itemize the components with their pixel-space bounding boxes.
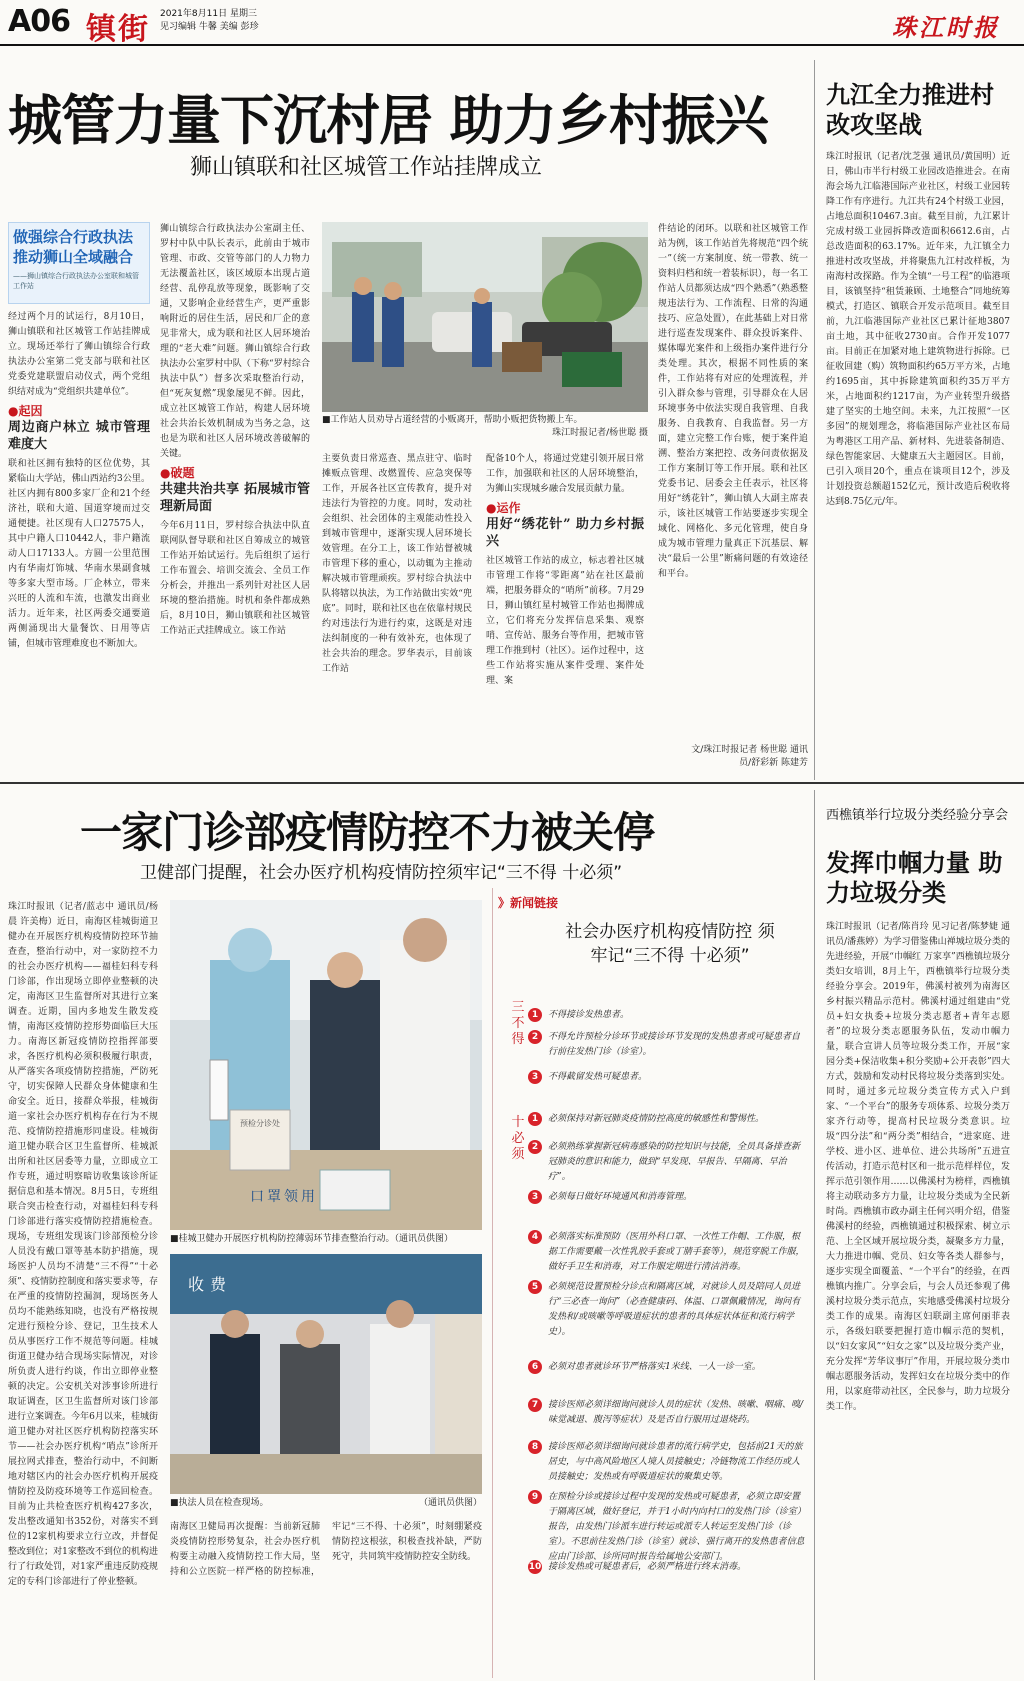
section-title: 镇街 bbox=[86, 12, 150, 47]
item-text: 必须规范设置预检分诊点和隔离区域，对就诊人员及陪同人员进行“三必查一询问”（必查健康码、体温、口罩佩戴情况，询问有发热和/或咳嗽等呼吸道症状的患者的具体症状体征和流行病学史）。 bbox=[548, 1282, 801, 1337]
group-label-three-musnt: 三不得 bbox=[511, 1000, 525, 1047]
story2-column-2: 南海区卫健局再次提醒：当前新冠肺炎疫情防控形势复杂，社会办医疗机构要主动融入疫情防控工作大局，坚持和公立医院一样严格的防控标准，牢记“三不得、十必须”，时刻绷紧疫情防控这根弦，积极查找补缺，严防死守，共同筑牢疫情防控安全防线。 bbox=[170, 1522, 482, 1577]
story2-photo-2 bbox=[170, 1254, 482, 1494]
item-text: 接诊医师必须详细询问就诊患者的流行病学史，包括前21天的旅居史，与中高风险地区人境人员接触史；冷链物流工作经历或人员接触史；发热或有呼吸道症状的聚集史等。 bbox=[548, 1442, 803, 1482]
news-link-item bbox=[531, 1280, 808, 1340]
story1-column-2 bbox=[160, 222, 310, 772]
news-link-item bbox=[531, 1140, 808, 1185]
story1-column-5 bbox=[658, 222, 808, 742]
item-number-badge: 8 bbox=[528, 1440, 542, 1454]
paper-logo: 珠江时报 bbox=[892, 13, 1000, 42]
story2-photo-1 bbox=[170, 900, 482, 1230]
story2-photo-2-caption-text: ■执法人员在检查现场。 bbox=[170, 1498, 269, 1508]
right-story1-body: 珠江时报讯（记者/沈芝强 通讯员/黄国明）近日，佛山市半行村级工业园改造推进会。在南海会场九江临港国际产业社区，村级工业园转降工作有序进行。九江共有24个村级工业园，占地总面积10467.3亩。截至目前，九江累计完成村级工业园拆降改造面积6612.6亩，占总改造面积的63.17%。近年来，九江镇全力推进村改攻坚战，并将聚焦九江村改样板，为南海村改探路。作为全镇“一号工程”的临港项目，该镇坚持“租赁兼顾、土地整合”同地统筹模式，打造区、镇联合开发示范项目。截至目前，九江临港国际产业社区已累计征地3807亩土地，其中征收2730亩。合作开发1077亩。目前正在加紧对地上建筑物进行拆除。已征收回建（购）筑物面积约65万平方米，占地约1695亩，其中拆除建筑面积约35万平方米，占地面积约1217亩，为产业转型升级搭建了坚实的土地空间。未来，九江按照“一区多园”的规划理念，将临港国际产业社区布局为粤港区工用产品、新材料、先进装备制造、绿色智能家居、大健康五大主题园区。目前，已引入项目20个，重点在谈项目12个，涉及计划投资总额超152亿元，预计改造后税收将达到8.75亿元/年。 bbox=[826, 152, 1010, 507]
item-text: 必须每日做好环境通风和消毒管理。 bbox=[548, 1192, 693, 1202]
news-link-item bbox=[531, 1490, 808, 1565]
masthead bbox=[0, 0, 1024, 46]
issue-date: 2021年8月11日 星期三 bbox=[160, 9, 257, 19]
story2-photo-2-caption bbox=[170, 1497, 482, 1510]
story1-headline: 城管力量下沉村居 助力乡村振兴 bbox=[8, 89, 768, 152]
right-story2-headline: 发挥巾帼力量 助力垃圾分类 bbox=[826, 849, 1003, 907]
item-text: 必须落实标准预防（医用外科口罩、一次性工作帽、工作服，根据工作需要戴一次性乳胶手套或丁腈手套等），规范穿脱工作服，做好手卫生和消毒，对工作服定期进行清洁消毒。 bbox=[548, 1232, 805, 1272]
cashier-sign: 收费 bbox=[188, 1275, 233, 1294]
story1-tag-solution: ●破题 bbox=[160, 466, 195, 480]
story1-body-1: 联和社区拥有独特的区位优势，其紧临山大学站，佛山西站约3公里。社区内拥有800多家厂企和21个经济社，联和大道、国道穿境而过交通便捷。社区现有人口27575人，其中户籍人口10442人，非户籍流动人口17133人。方圆一公里范围内有华南灯饰城、华南水果副食城等多家大型市场。厂企林立，带来兴旺的人流和车流，也激发出商业活力。近年来，社区两委交通要道两侧涌现出大量餐饮、日用等店铺，但城市管理难度也不断加大。 bbox=[8, 459, 150, 649]
story1-body-4: 主要负责日常巡查、黑点驻守、临时摊贩点管理、改燃置传、应急突保等工作，开展各社区宣传教育，提升对违法行为管控的力度。同时，发动社会组织、社会团体的主观能动性投入到城市管理中，逐渐实现人居环境长效管理。在分工上，该工作站督被城市管理下移的重心，以动辄为主推动解决城市管理顽疾。罗村综合执法中队将辖以执法，为工作站做出实效“兜底”。同时，联和社区也在依靠村规民约对违法行为进行约束，这既是对违法纠制度的一种有效补充，也体现了社会共治的理念。罗华表示，目前该工作站 bbox=[322, 454, 472, 674]
story2-column-1: 珠江时报讯（记者/蓝志中 通讯员/杨晨 许美梅）近日，南海区桂城街道卫健办在开展医疗机构疫情防控环节抽查查，整治行动中，对一家防控不力的社会办医疗机构——福桂妇科专科门诊部，作出现场立即停业整顿的决定，南海区卫生监督所对其进行立案调查。近期，国内多地发生散发疫情，南海区疫情防控形势面临巨大压力。南海区新冠疫情防控指挥部要求，各医疗机构必须积极履行职责，从严落实各项疫情防控措施，严防死守，切实保障人民群众身体健康和生命安全。近日，接群众举报，桂城街道一家社会办医疗机构存在行为不规范、疫情防控措施形同虚设。桂城街道卫健办联合区卫生监督所、桂城派出所和社区居委等力量，立即成立工作专班，通过明察暗访收集该诊所证据信息和基本情况。8月5日，专班组联合突击检查行动，对福桂妇科专科门诊部进行落实疫情防控措施检查。现场，专班组发现该门诊部预检分诊人员没有戴口罩等基本防护措施，现场医护人员均不清楚“三不得”“十必须”、疫情防控制度和落实要求等，存在严重的疫情防控漏洞，现场医务人员均不能熟练知晓，也没有严格按规定进行预检分诊、登记，卫生技术人员从事医疗工作不规范等问题。桂城街道卫健办结合现场实际情况，对诊所负责人进行约谈，作出立即停业整顿的决定。公安机关对涉事诊所进行取证调查，区卫生监督所对该门诊部进行立案调查。今年6月以来，桂城街道卫健办对社区医疗机构防控落实环节——社会办医疗机构“哨点”诊所开展拉网式排查，整治行动中，不间断地对辖区内的社会办医疗机构开展疫情防控及防疫环境等工作巡回检查。目前为止共检查医疗机构427多次，发出整改通知书352份，对落实不到位的12家机构要求立行立改，并督促整改到位；对1家整改不到位的机构进行了行政处罚，对1家严重违反防疫规定的专科门诊部进行了停业整顿。 bbox=[8, 902, 158, 1587]
item-text: 接诊医师必须详细询问就诊人员的症状（发热、咳嗽、咽痛、嗅/味觉减退、腹泻等症状）及是否自行服用过退烧药。 bbox=[548, 1400, 804, 1425]
item-number-badge: 5 bbox=[528, 1280, 542, 1294]
story1-subhead-2: 共建共治共享 拓展城市管理新局面 bbox=[160, 482, 310, 514]
item-number-badge: 1 bbox=[528, 1008, 542, 1022]
right-story1-headline: 九江全力推进村改攻坚战 bbox=[826, 81, 994, 139]
news-link-item bbox=[531, 1230, 808, 1275]
story1-body-7: 件结论的闭环。以联和社区城管工作站为例，该工作站首先将规范“四个统一”（统一方案制度、统一带教、统一资料归档和统一着装标识），每一名工作站人员都须达成“四个熟悉”（熟悉整规违法行为、工作流程、日常的沟通技巧、应急处置），在此基础上对日常进行巡查发现案件、群众投诉案件、媒体曝光案件和上级指办案件进行分类处理。其次，根据不同性质的案件，工作站将有对应的处理流程，并引入群众参与管理，引导群众在人居环境事务中依法实现自我管理、自我服务、自我教育、自我监督。另一方面，建立完整工作台账，便于案件追溯、整治方案把控、改务问责依据及工作方案制订等工作开展。联和社区党委书记、居委会主任表示，社区将用好“绣花针”，狮山镇人大副主席表示，该社区城管工作站要逐步实现全域化、网格化、多元化管理，使自身成为城市管理力量真正下沉基层、解决“最后一公里”断痛问题的有效途径和平台。 bbox=[658, 224, 808, 579]
story1-body-6: 社区城管工作站的成立，标志着社区城市管理工作将“零距离”站在社区最前端，把服务群众的“哨所”前移。7月29日，狮山镇红星村城管工作站也揭牌成立，它们将充分发挥信息采集、观察哨、宣传站、服务台等作用，把城市管理工作推到村（社区）。运作过程中，这些工作站将实施从案件受理、案件处理、案 bbox=[486, 556, 644, 686]
item-number-badge: 2 bbox=[528, 1140, 542, 1154]
section-divider bbox=[0, 782, 1024, 784]
news-link-item bbox=[531, 1070, 808, 1085]
clinic-inspection-illustration bbox=[170, 900, 482, 1230]
callout-subtitle: ——狮山镇综合行政执法办公室联和城管工作站 bbox=[13, 272, 139, 290]
story2-headline: 一家门诊部疫情防控不力被关停 bbox=[80, 808, 655, 857]
story1-lead: 经过两个月的试运行，8月10日，狮山镇联和社区城管工作站挂牌成立。现场还举行了狮山镇综合行政执法办公室第二党支部与联和社区党委党建联盟启动仪式，两个党组织结对成为“党组织共建单位”。 bbox=[8, 312, 150, 397]
news-link-item bbox=[528, 1560, 808, 1575]
story1-byline: 文/珠江时报记者 杨世聪 通讯员/舒彩新 陈建芳 bbox=[691, 745, 808, 768]
item-number-badge: 9 bbox=[528, 1490, 542, 1504]
triage-sign: 预检分诊处 bbox=[240, 1119, 280, 1128]
news-link-item bbox=[531, 1360, 808, 1375]
column-divider bbox=[814, 60, 815, 780]
right-story2-body: 珠江时报讯（记者/陈肖玲 见习记者/陈梦婕 通讯员/潘燕婷）为学习借鉴佛山禅城垃圾分类的先进经验，开展“巾帼红 万家享”西樵镇垃圾分类妇女培训，8月上午，西樵镇举行垃圾分类经验分享会。2019年，佛溪村被列为南海区乡村振兴精品示范村。佛溪村通过组建由“党员+妇女执委+垃圾分类志愿者+青年志愿者”的垃圾分类志愿服务队伍，发动巾帼力量，联合宣讲人员等垃圾分类工作，开展“家园分类+保洁收集+积分奖励+公开表彰”四大方式，鼓励和发动村民将垃圾分类落到实处。同时，通过多元垃圾分类宣传方式入户到家、“一个平台”的服务专项体系、垃圾分类万家齐行动等，提高村民垃圾分类意识。垃圾“四分法”和“两分类”相结合，“进家庭、进学校、进小区、进单位、进公共场所”五进宣传活动，打造示范村区和一批示范样样位，发挥示范引领作用……以佛溪村为榜样，西樵镇将主动联动多方力量，让垃圾分类成为全民新时尚。西樵镇市政办副主任何兴明介绍，借鉴佛溪村的经验，西樵镇通过积极探索、树立示范、上全区域开展垃圾分类，凝聚多方力量，大力推进巾帼、党员、妇女等各类人群参与，逐步实现全面覆盖、“一个平台”的经验，在西樵镇内推广。分享会后，与会人员还参观了佛溪村垃圾分类示范点，实地感受佛溪村垃圾分类工作的成果。南海区妇联副主席何丽菲表示，各级妇联要把握打造巾帼示范的契机，以“妇女家风”“妇女之家”以及垃圾分类产业，充分发挥“芳华议事厅”作用，开展垃圾分类巾帼志愿服务活动，发挥妇女在垃圾分类中的作用，以家庭带动社区，全民参与，助力垃圾分类工作。 bbox=[826, 922, 1010, 1412]
story1-tag-operation: ●运作 bbox=[486, 501, 521, 515]
story1-body-5: 配备10个人，将通过党建引领开展日常工作，加强联和社区的人居环境整治，为狮山实现城乡融合发展贡献力量。 bbox=[486, 454, 644, 494]
item-text: 在预检分诊或接诊过程中发现的发热或可疑患者，必须立即安置于隔离区域，做好登记，并于1小时内向村口的发热门诊（诊室）报告，由发热门诊派车进行转运或派专人转运至发热门诊（诊室）。不思前往发热门诊（诊室）就诊、强行离开的发热患者信息应由门诊部、诊所同时报告给属地公安部门。 bbox=[548, 1492, 806, 1562]
item-number-badge: 1 bbox=[528, 1112, 542, 1126]
callout-banner bbox=[8, 222, 150, 304]
news-link-item bbox=[531, 1112, 808, 1127]
story1-body-3: 今年6月11日，罗村综合执法中队直联网队督导联和社区自筹成立的城管工作站开始试运行。先后组织了运行工作布置会、培训交流会、全员工作分析会，并推出一系列针对社区人居环境的整治措施。时机和条件都成熟后，8月10日，狮山镇联和社区城管工作站正式挂牌成立。该工作站 bbox=[160, 521, 310, 636]
item-text: 接诊发热或可疑患者后，必须严格进行终末消毒。 bbox=[548, 1562, 747, 1572]
item-text: 不得接诊发热患者。 bbox=[548, 1010, 630, 1020]
news-link-item bbox=[531, 1008, 808, 1023]
masthead-meta bbox=[160, 8, 259, 34]
news-link-item bbox=[531, 1440, 808, 1485]
news-link-item bbox=[531, 1190, 808, 1205]
item-number-badge: 4 bbox=[528, 1230, 542, 1244]
story1-column-3 bbox=[322, 452, 472, 772]
story2-photo-2-credit: （通讯员供图） bbox=[418, 1498, 482, 1508]
callout-title: 做强综合行政执法 推动狮山全域融合 bbox=[13, 228, 134, 266]
story1-photo-credit: 珠江时报记者/杨世聪 摄 bbox=[552, 428, 648, 438]
editors-credit: 见习编辑 牛馨 美编 彭珍 bbox=[160, 22, 259, 32]
story2-subheadline: 卫健部门提醒，社会办医疗机构疫情防控须牢记“三不得 十必须” bbox=[140, 863, 623, 883]
item-number-badge: 6 bbox=[528, 1360, 542, 1374]
news-link-item bbox=[531, 1030, 808, 1060]
item-number-badge: 7 bbox=[528, 1398, 542, 1412]
item-number-badge: 2 bbox=[528, 1030, 542, 1044]
item-number-badge: 10 bbox=[528, 1562, 542, 1572]
story1-column-4 bbox=[486, 452, 644, 772]
street-scene-illustration bbox=[322, 222, 648, 412]
story1-subheadline: 狮山镇联和社区城管工作站挂牌成立 bbox=[190, 155, 543, 180]
story1-photo bbox=[322, 222, 648, 412]
item-text: 不得允许预检分诊环节或接诊环节发现的发热患者或可疑患者自行前往发热门诊（诊室）。 bbox=[548, 1032, 801, 1057]
column-divider bbox=[814, 790, 815, 1680]
item-text: 必须对患者就诊环节严格落实1米线、一人一诊一室。 bbox=[548, 1362, 761, 1372]
right-story2-kicker: 西樵镇举行垃圾分类经验分享会 bbox=[826, 808, 1009, 823]
item-text: 必须保持对新冠肺炎疫情防控高度的敏感性和警惕性。 bbox=[548, 1114, 765, 1124]
story1-tag-origin: ●起因 bbox=[8, 404, 43, 418]
story1-subhead-3: 用好“绣花针” 助力乡村振兴 bbox=[486, 517, 644, 549]
story1-column-1 bbox=[8, 310, 150, 770]
mask-pickup-sign: 口罩领用 bbox=[250, 1189, 318, 1205]
item-text: 不得截留发热可疑患者。 bbox=[548, 1072, 648, 1082]
story1-subhead-1: 周边商户林立 城市管理难度大 bbox=[8, 420, 150, 452]
story1-photo-caption bbox=[322, 414, 648, 440]
item-number-badge: 3 bbox=[528, 1070, 542, 1084]
news-link-label: 》新闻链接 bbox=[498, 896, 559, 910]
story2-photo-1-caption: ■桂城卫健办开展医疗机构防控薄弱环节排查整治行动。（通讯员供图） bbox=[170, 1234, 454, 1244]
story1-body-2: 狮山镇综合行政执法办公室副主任、罗村中队中队长表示，此前由于城市管理、市政、交管等部门的人力物力无法覆盖社区，该区域原本出现占道经营、乱停乱放等现象，既影响了交通，又影响企业经营生产，更严重影响附近的居住生活，居民和厂企的意见非常大，成为联和社区人居环境治理的“老大难”问题。狮山镇综合行政执法办公室罗村中队（下称“罗村综合执法中队”）督多次采取整治行动，但“死灰复燃”现象屡见不鲜。因此，成立社区城管工作站，构建人居环境社会共治长效机制成为当务之急，这也是为联和社区人居环境改善破解的关键。 bbox=[160, 224, 310, 459]
item-text: 必须熟练掌握新冠病毒感染的防控知识与技能，全员具备排查新冠肺炎的意识和能力，做到“早发现、早报告、早隔离、早治疗”。 bbox=[548, 1142, 801, 1182]
item-number-badge: 3 bbox=[528, 1190, 542, 1204]
group-label-ten-musts: 十必须 bbox=[511, 1115, 525, 1162]
story1-photo-caption-text: ■工作站人员劝导占道经营的小贩离开，帮助小贩把货物搬上车。 bbox=[322, 415, 583, 425]
news-link-item bbox=[531, 1398, 808, 1428]
page-number: A06 bbox=[8, 4, 70, 39]
news-link-title: 社会办医疗机构疫情防控 须牢记“三不得 十必须” bbox=[565, 922, 775, 966]
